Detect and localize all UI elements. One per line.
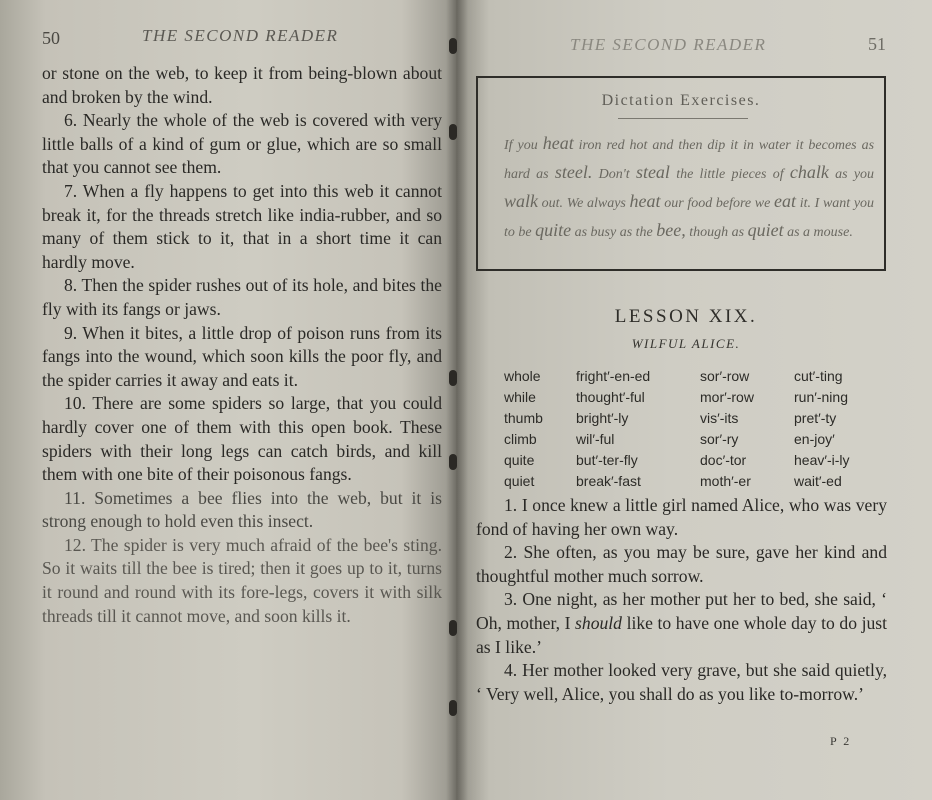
binding-stitch bbox=[449, 454, 457, 470]
word: mor′-row bbox=[700, 389, 754, 405]
paragraph-1: 1. I once knew a little girl named Alice, who was very fond of having her own way. bbox=[476, 495, 887, 539]
paragraph-7: 7. When a fly happens to get into this web it cannot break it, for the threads stretch like india-rubber, and so many of them stick to it, that in a short time it can hardly move. bbox=[42, 180, 442, 272]
left-body-text bbox=[42, 62, 442, 628]
binding-stitch bbox=[449, 700, 457, 716]
dictation-title: Dictation Exercises. bbox=[601, 92, 761, 109]
paragraph-4: 4. Her mother looked very grave, but she said quietly, ‘ Very well, Alice, you shall do as you like to-morrow.’ bbox=[476, 660, 887, 704]
word: cut′-ting bbox=[794, 368, 843, 384]
word: sor′-row bbox=[700, 368, 750, 384]
word-column-3 bbox=[700, 366, 754, 492]
word: pret′-ty bbox=[794, 410, 837, 426]
word: thumb bbox=[504, 410, 543, 426]
word: wil′-ful bbox=[576, 431, 615, 447]
binding-stitch bbox=[449, 620, 457, 636]
paragraph-12: 12. The spider is very much afraid of the bee's sting. So it waits till the bee is tired; then it goes up to it, turns it round and round with its fore-legs, covers it with silk threads till it cannot move, and soon kills it. bbox=[42, 534, 442, 626]
binding-stitch bbox=[449, 38, 457, 54]
word: sor′-ry bbox=[700, 431, 739, 447]
dictation-text: If you heat iron red hot and then dip it in water it becomes as hard as steel. Don't steal the little pieces of chalk as you walk out. We always heat our food before we eat it. I want you to be quite as busy as the bee, though as quiet as a mouse. bbox=[504, 133, 875, 240]
word: bright′-ly bbox=[576, 410, 629, 426]
signature-mark: P 2 bbox=[830, 734, 852, 748]
word: heav′-i-ly bbox=[794, 452, 850, 468]
book-gutter bbox=[446, 0, 468, 800]
word: fright′-en-ed bbox=[576, 368, 651, 384]
word: en-joy′ bbox=[794, 431, 835, 447]
word: wait′-ed bbox=[794, 473, 842, 489]
word: but′-ter-fly bbox=[576, 452, 638, 468]
word: quiet bbox=[504, 473, 535, 489]
word: doc′-tor bbox=[700, 452, 747, 468]
word: thought′-ful bbox=[576, 389, 645, 405]
word-column-1 bbox=[504, 366, 543, 492]
dictation-divider bbox=[618, 118, 748, 119]
lesson-subtitle: WILFUL ALICE. bbox=[631, 336, 741, 351]
left-running-head: THE SECOND READER bbox=[142, 26, 339, 45]
paragraph-10: 10. There are some spiders so large, that you could hardly cover one of them with this open book. These spiders with their long legs can catch birds, and kill them with one bite of their poisonous fangs. bbox=[42, 393, 442, 485]
right-page bbox=[456, 0, 932, 800]
paragraph-3: 3. One night, as her mother put her to bed, she said, ‘ Oh, mother, I should like to have one whole day to do just as I like.’ bbox=[476, 589, 888, 657]
paragraph-2: 2. She often, as you may be sure, gave her kind and thoughtful mother much sorrow. bbox=[476, 542, 887, 586]
word-column-2 bbox=[576, 366, 650, 492]
paragraph-11: 11. Sometimes a bee flies into the web, but it is strong enough to hold even this insect. bbox=[42, 487, 442, 532]
left-page-number: 50 bbox=[42, 28, 60, 48]
word: whole bbox=[504, 368, 541, 384]
lesson-title: LESSON XIX. bbox=[614, 306, 758, 327]
paragraph-6: 6. Nearly the whole of the web is covered with very little balls of a kind of gum or glue, which are so small that you cannot see them. bbox=[42, 110, 442, 178]
word: moth′-er bbox=[700, 473, 751, 489]
word: climb bbox=[504, 431, 537, 447]
paragraph-8: 8. Then the spider rushes out of its hole, and bites the fly with its fangs or jaws. bbox=[42, 275, 442, 319]
dictation-box bbox=[476, 76, 886, 271]
word-column-4 bbox=[794, 366, 850, 492]
right-running-head: THE SECOND READER bbox=[570, 35, 767, 54]
word: while bbox=[504, 389, 536, 405]
paragraph-continuation: or stone on the web, to keep it from being-blown about and broken by the wind. bbox=[42, 63, 442, 107]
right-body-text bbox=[476, 494, 887, 706]
word: quite bbox=[504, 452, 535, 468]
word: vis′-its bbox=[700, 410, 739, 426]
left-page bbox=[0, 0, 456, 800]
word: break′-fast bbox=[576, 473, 641, 489]
word: run′-ning bbox=[794, 389, 848, 405]
paragraph-9: 9. When it bites, a little drop of poison runs from its fangs into the wound, which soon kills the poor fly, and the spider carries it away and eats it. bbox=[42, 322, 442, 390]
right-page-number: 51 bbox=[868, 34, 886, 54]
binding-stitch bbox=[449, 124, 457, 140]
binding-stitch bbox=[449, 370, 457, 386]
